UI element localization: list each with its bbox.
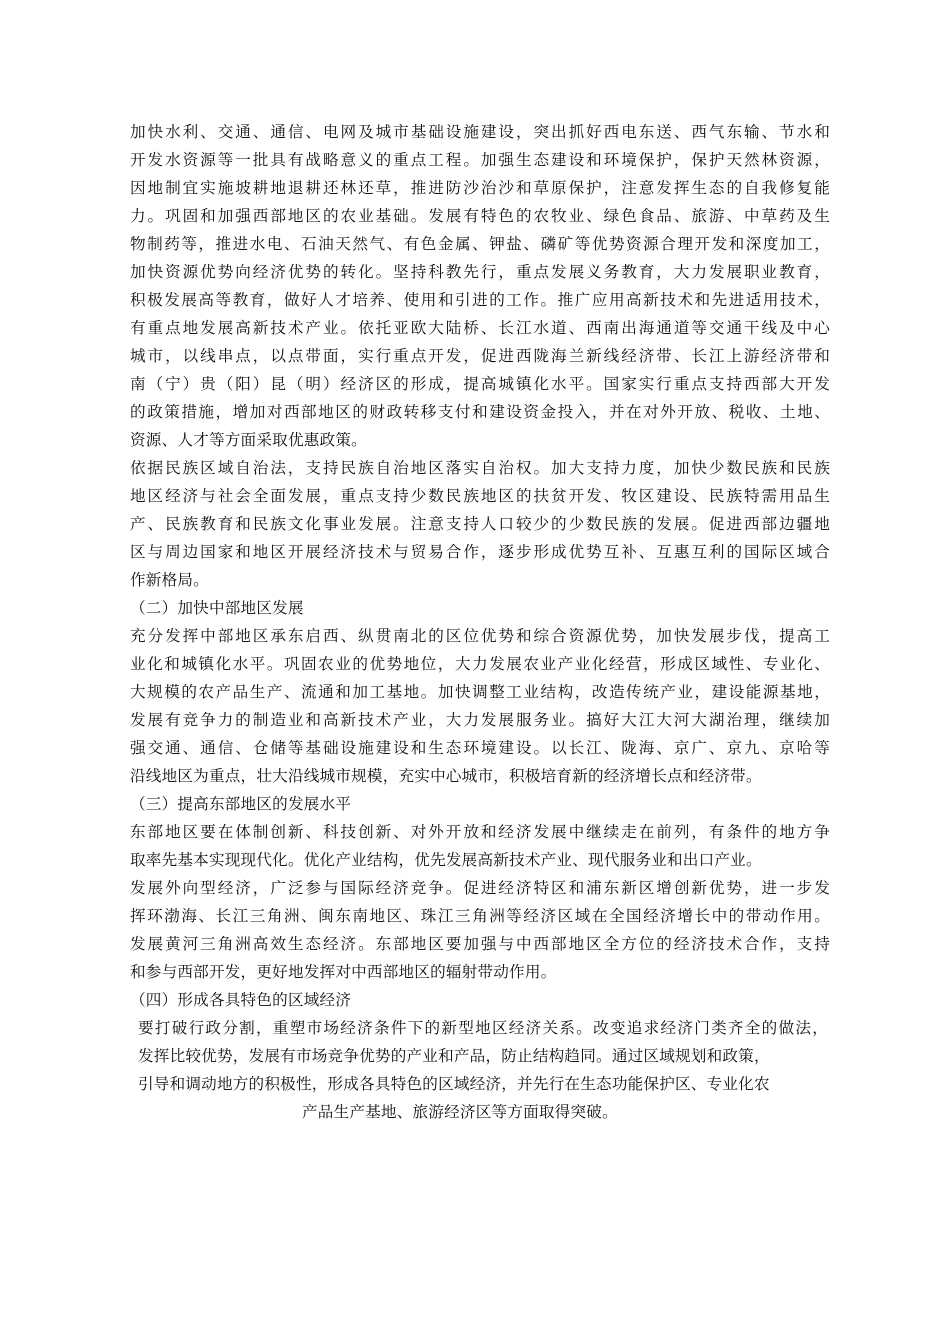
text-line: 发挥比较优势，发展有市场竞争优势的产业和产品，防止结构趋同。通过区域规划和政策， bbox=[138, 1047, 770, 1065]
text-line: 取率先基本实现现代化。优化产业结构，优先发展高新技术产业、现代服务业和出口产业。 bbox=[130, 851, 762, 869]
text-line: 力。巩固和加强西部地区的农业基础。发展有特色的农牧业、绿色食品、旅游、中草药及生 bbox=[130, 207, 830, 225]
section-heading: （四）形成各具特色的区域经济 bbox=[130, 991, 352, 1009]
text-line: 地区经济与社会全面发展，重点支持少数民族地区的扶贫开发、牧区建设、民族特需用品生 bbox=[130, 487, 830, 505]
text-line: 加快资源优势向经济优势的转化。坚持科教先行，重点发展义务教育，大力发展职业教育， bbox=[130, 263, 830, 281]
text-line: 积极发展高等教育，做好人才培养、使用和引进的工作。推广应用高新技术和先进适用技术， bbox=[130, 291, 830, 309]
text-line: 因地制宜实施坡耕地退耕还林还草，推进防沙治沙和草原保护，注意发挥生态的自我修复能 bbox=[130, 179, 830, 197]
text-line: 大规模的农产品生产、流通和加工基地。加快调整工业结构，改造传统产业，建设能源基地， bbox=[130, 683, 830, 701]
text-line: 要打破行政分割，重塑市场经济条件下的新型地区经济关系。改变追求经济门类齐全的做法， bbox=[138, 1019, 828, 1037]
text-line: 引导和调动地方的积极性，形成各具特色的区域经济，并先行在生态功能保护区、专业化农 bbox=[138, 1075, 770, 1093]
text-line: 东部地区要在体制创新、科技创新、对外开放和经济发展中继续走在前列，有条件的地方争 bbox=[130, 823, 830, 841]
text-line: 产、民族教育和民族文化事业发展。注意支持人口较少的少数民族的发展。促进西部边疆地 bbox=[130, 515, 830, 533]
section-heading: （二）加快中部地区发展 bbox=[130, 599, 304, 617]
text-line: 南（宁）贵（阳）昆（明）经济区的形成，提高城镇化水平。国家实行重点支持西部大开发 bbox=[130, 375, 830, 393]
text-line: 发展外向型经济，广泛参与国际经济竞争。促进经济特区和浦东新区增创新优势，进一步发 bbox=[130, 879, 830, 897]
text-line: 依据民族区域自治法，支持民族自治地区落实自治权。加大支持力度，加快少数民族和民族 bbox=[130, 459, 830, 477]
text-line: 沿线地区为重点，壮大沿线城市规模，充实中心城市，积极培育新的经济增长点和经济带。 bbox=[130, 767, 762, 785]
text-line: 有重点地发展高新技术产业。依托亚欧大陆桥、长江水道、西南出海通道等交通干线及中心 bbox=[130, 319, 830, 337]
text-line: 充分发挥中部地区承东启西、纵贯南北的区位优势和综合资源优势，加快发展步伐，提高工 bbox=[130, 627, 830, 645]
section-heading: （三）提高东部地区的发展水平 bbox=[130, 795, 352, 813]
text-line: 发展有竞争力的制造业和高新技术产业，大力发展服务业。搞好大江大河大湖治理，继续加 bbox=[130, 711, 830, 729]
text-line: 强交通、通信、仓储等基础设施建设和生态环境建设。以长江、陇海、京广、京九、京哈等 bbox=[130, 739, 830, 757]
text-line: 业化和城镇化水平。巩固农业的优势地位，大力发展农业产业化经营，形成区域性、专业化、 bbox=[130, 655, 830, 673]
text-line: 产品生产基地、旅游经济区等方面取得突破。 bbox=[302, 1103, 618, 1121]
text-line: 挥环渤海、长江三角洲、闽东南地区、珠江三角洲等经济区域在全国经济增长中的带动作用。 bbox=[130, 907, 830, 925]
text-line: 物制药等，推进水电、石油天然气、有色金属、钾盐、磷矿等优势资源合理开发和深度加工， bbox=[130, 235, 830, 253]
text-line: 和参与西部开发，更好地发挥对中西部地区的辐射带动作用。 bbox=[130, 963, 557, 981]
text-line: 开发水资源等一批具有战略意义的重点工程。加强生态建设和环境保护，保护天然林资源， bbox=[130, 151, 830, 169]
text-line: 的政策措施，增加对西部地区的财政转移支付和建设资金投入，并在对外开放、税收、土地、 bbox=[130, 403, 830, 421]
text-line: 区与周边国家和地区开展经济技术与贸易合作，逐步形成优势互补、互惠互利的国际区域合 bbox=[130, 543, 830, 561]
text-line: 资源、人才等方面采取优惠政策。 bbox=[130, 431, 367, 449]
text-line: 城市，以线串点，以点带面，实行重点开发，促进西陇海兰新线经济带、长江上游经济带和 bbox=[130, 347, 830, 365]
text-line: 发展黄河三角洲高效生态经济。东部地区要加强与中西部地区全方位的经济技术合作，支持 bbox=[130, 935, 830, 953]
text-line: 作新格局。 bbox=[130, 571, 209, 589]
text-line: 加快水利、交通、通信、电网及城市基础设施建设，突出抓好西电东送、西气东输、节水和 bbox=[130, 123, 830, 141]
